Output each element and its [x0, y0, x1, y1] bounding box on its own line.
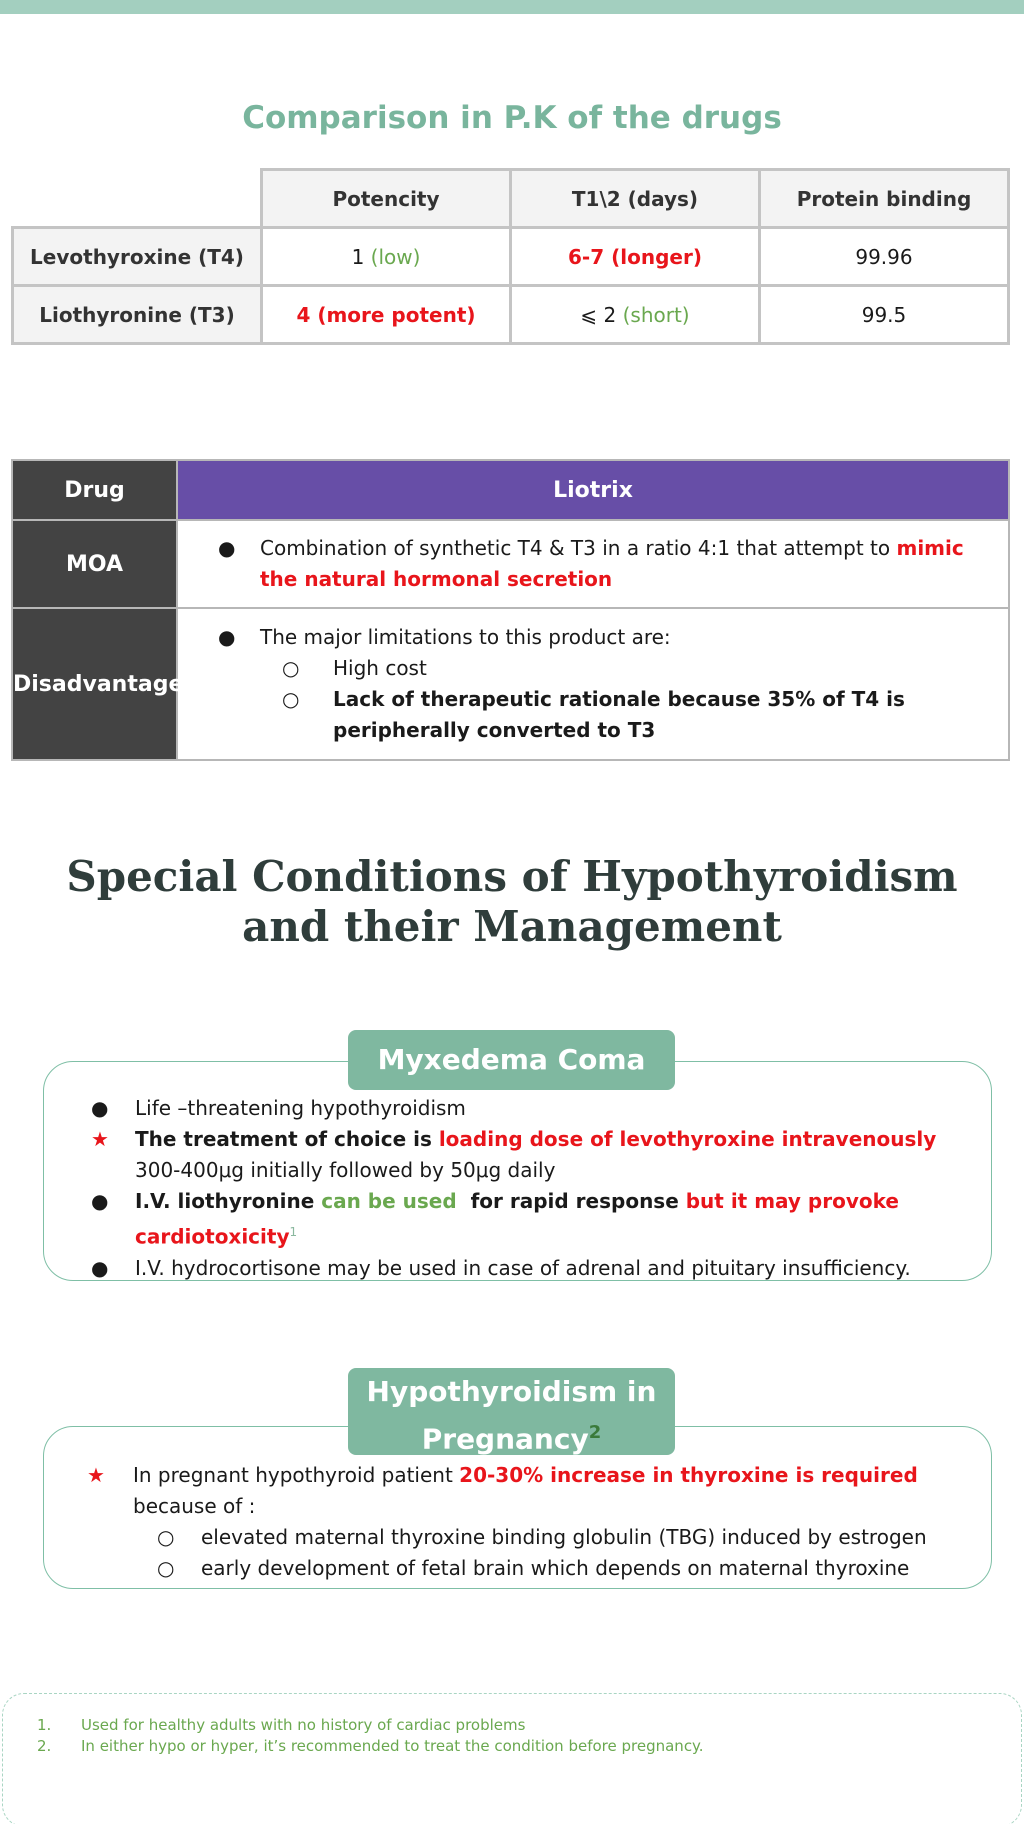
table-cell: 99.5 [760, 286, 1009, 344]
list-item: ★ The treatment of choice is loading dose of levothyroxine intravenously 300-400μg initially followed by 50μg daily [43, 1124, 983, 1186]
table-row [13, 286, 1009, 344]
list-item: ● Combination of synthetic T4 & T3 in a ratio 4:1 that attempt to mimic the natural hormonal secretion [178, 533, 988, 595]
table-cell: 1 (low) [262, 228, 511, 286]
myxedema-label: Myxedema Coma [348, 1030, 675, 1090]
table-cell: 4 (more potent) [262, 286, 511, 344]
table-row [12, 608, 1009, 760]
moa-label: MOA [12, 520, 177, 608]
drug-label: Drug [12, 460, 177, 520]
table-row [12, 520, 1009, 608]
list-item: ○ High cost [178, 653, 988, 684]
star-icon: ★ [87, 1463, 105, 1487]
circle-bullet-icon: ○ [157, 1525, 175, 1549]
disadvantages-label: Disadvantages [12, 608, 177, 760]
table-cell: 6-7 (longer) [511, 228, 760, 286]
circle-bullet-icon: ○ [282, 656, 300, 680]
row-header: Levothyroxine (T4) [13, 228, 262, 286]
list-item: ○ early development of fetal brain which depends on maternal thyroxine [43, 1553, 992, 1584]
circle-bullet-icon: ○ [157, 1556, 175, 1580]
column-header: Potencity [262, 170, 511, 228]
footnotes-box [2, 1693, 1022, 1824]
drug-name-header: Liotrix [177, 460, 1009, 520]
pk-table-title: Comparison in P.K of the drugs [242, 100, 782, 136]
pregnancy-label: Hypothyroidism in Pregnancy$^2$ [348, 1368, 675, 1455]
table-cell: 99.96 [760, 228, 1009, 286]
bullet-icon: ● [218, 536, 236, 560]
table-corner [13, 170, 262, 228]
circle-bullet-icon: ○ [282, 687, 300, 711]
list-item: ○ elevated maternal thyroxine binding globulin (TBG) induced by estrogen [43, 1522, 992, 1553]
list-item: ● Life –threatening hypothyroidism [43, 1093, 983, 1124]
row-header: Liothyronine (T3) [13, 286, 262, 344]
footnote-ref[interactable]: 1 [289, 1225, 298, 1239]
footnote-ref[interactable]: 2 [588, 1422, 602, 1443]
list-item: ★ In pregnant hypothyroid patient 20-30% increase in thyroxine is required because of : [43, 1460, 992, 1522]
footnote-item: 1. Used for healthy adults with no history of cardiac problems [37, 1716, 526, 1734]
list-item: ● I.V. liothyronine can be used for rapid response but it may provoke cardiotoxicity$^1$ [43, 1186, 983, 1253]
pregnancy-content [43, 1460, 992, 1584]
bullet-icon: ● [91, 1189, 109, 1213]
list-item: ○ Lack of therapeutic rationale because 35% of T4 is peripherally converted to T3 [178, 684, 988, 746]
column-header: Protein binding [760, 170, 1009, 228]
disadvantages-cell [177, 608, 1009, 760]
bullet-icon: ● [218, 625, 236, 649]
column-header: T1\2 (days) [511, 170, 760, 228]
bullet-icon: ● [91, 1096, 109, 1120]
moa-cell [177, 520, 1009, 608]
myxedema-content [43, 1093, 983, 1284]
special-conditions-title: Special Conditions of Hypothyroidism and their Management [66, 852, 958, 951]
bullet-icon: ● [91, 1255, 109, 1280]
liotrix-table [11, 459, 1010, 761]
table-row [13, 170, 1009, 228]
footnote-item: 2. In either hypo or hyper, it’s recommended to treat the condition before pregnancy. [37, 1737, 704, 1755]
top-accent-bar [0, 0, 1024, 14]
table-cell: ⩽ 2 (short) [511, 286, 760, 344]
table-row [12, 460, 1009, 520]
star-icon: ★ [91, 1127, 109, 1151]
list-item: ● The major limitations to this product are: [178, 622, 988, 653]
table-row [13, 228, 1009, 286]
list-item: ● I.V. hydrocortisone may be used in case of adrenal and pituitary insufficiency. [43, 1253, 983, 1284]
pk-comparison-table [11, 168, 1010, 345]
